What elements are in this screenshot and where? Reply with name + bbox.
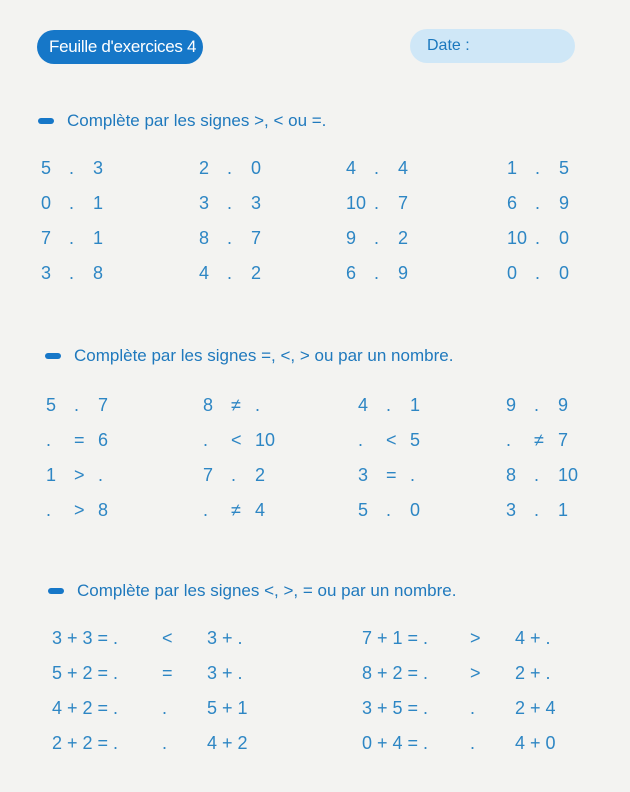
comparison-number: 5 (46, 395, 57, 415)
comparison-number: 0 (410, 500, 421, 520)
comparison-sign[interactable]: . (534, 465, 540, 485)
comparison-number: 9 (558, 395, 569, 415)
comparison-number: 4 (346, 158, 357, 178)
bullet-icon (38, 118, 54, 124)
comparison-item[interactable] (506, 500, 586, 526)
comparison-item[interactable] (346, 228, 426, 254)
comparison-sign[interactable]: . (374, 158, 380, 178)
comparison-number: 9 (398, 263, 409, 283)
comparison-sign[interactable]: . (227, 228, 233, 248)
comparison-number: 6 (507, 193, 518, 213)
section-2-title (45, 346, 453, 366)
section-1-instruction: Complète par les signes >, < ou =. (67, 111, 327, 130)
comparison-number: . (203, 430, 209, 450)
equation-right-side[interactable]: 4 + 2 (207, 733, 248, 753)
worksheet-title: Feuille d'exercices 4 (37, 30, 203, 64)
comparison-number: 9 (559, 193, 570, 213)
comparison-sign[interactable]: . (374, 263, 380, 283)
comparison-number: . (46, 500, 52, 520)
comparison-sign: = (386, 465, 397, 485)
comparison-sign[interactable]: . (69, 193, 75, 213)
comparison-number: 10 (507, 228, 528, 248)
comparison-sign[interactable]: > (470, 628, 481, 648)
comparison-number: 3 (199, 193, 210, 213)
equation-right-side[interactable]: 3 + . (207, 663, 243, 683)
comparison-item[interactable] (507, 228, 587, 254)
comparison-item[interactable] (41, 193, 121, 219)
comparison-number: . (358, 430, 364, 450)
comparison-number: . (255, 395, 261, 415)
comparison-sign[interactable]: . (535, 158, 541, 178)
comparison-number: 8 (98, 500, 109, 520)
comparison-item[interactable] (346, 193, 426, 219)
equation-left-side[interactable]: 7 + 1 = . (362, 628, 429, 648)
comparison-item[interactable] (358, 500, 438, 526)
date-field[interactable]: Date : (410, 29, 575, 63)
comparison-number: 4 (255, 500, 266, 520)
comparison-item[interactable] (358, 430, 438, 456)
comparison-number: 8 (203, 395, 214, 415)
comparison-item[interactable] (46, 500, 126, 526)
comparison-sign[interactable]: < (162, 628, 173, 648)
comparison-sign[interactable]: . (535, 263, 541, 283)
comparison-number: 10 (558, 465, 579, 485)
comparison-number: 5 (41, 158, 52, 178)
comparison-sign: > (74, 465, 85, 485)
comparison-number: 2 (199, 158, 210, 178)
comparison-item[interactable] (358, 395, 438, 421)
comparison-number: 9 (346, 228, 357, 248)
section-1-title (38, 111, 326, 131)
comparison-sign: ≠ (231, 395, 241, 415)
comparison-sign[interactable]: . (162, 698, 168, 718)
equation-right-side[interactable]: 3 + . (207, 628, 243, 648)
comparison-number: 1 (93, 193, 104, 213)
comparison-number: 2 (251, 263, 262, 283)
comparison-item[interactable] (507, 263, 587, 289)
comparison-item[interactable] (203, 430, 283, 456)
comparison-number: 5 (410, 430, 421, 450)
comparison-sign[interactable]: . (231, 465, 237, 485)
comparison-item[interactable] (199, 263, 279, 289)
comparison-sign[interactable]: . (534, 500, 540, 520)
comparison-sign[interactable]: . (470, 733, 476, 753)
comparison-number: 8 (93, 263, 104, 283)
comparison-number: 6 (346, 263, 357, 283)
section-3-instruction: Complète par les signes <, >, = ou par un nombre. (77, 581, 457, 600)
comparison-number: 4 (398, 158, 409, 178)
comparison-number: 10 (346, 193, 367, 213)
comparison-number: . (506, 430, 512, 450)
comparison-number: 8 (506, 465, 517, 485)
comparison-number: 1 (46, 465, 57, 485)
comparison-number: 4 (199, 263, 210, 283)
comparison-item[interactable] (506, 430, 586, 456)
comparison-item[interactable] (506, 465, 586, 491)
comparison-number: 0 (559, 263, 570, 283)
comparison-sign[interactable]: . (227, 193, 233, 213)
comparison-number: . (410, 465, 416, 485)
comparison-sign: < (386, 430, 397, 450)
comparison-sign[interactable]: . (69, 158, 75, 178)
comparison-number: 7 (558, 430, 569, 450)
comparison-number: 0 (41, 193, 52, 213)
comparison-item[interactable] (199, 193, 279, 219)
comparison-number: 4 (358, 395, 369, 415)
equation-left-side[interactable]: 8 + 2 = . (362, 663, 429, 683)
comparison-number: 8 (199, 228, 210, 248)
comparison-number: 7 (251, 228, 262, 248)
comparison-sign[interactable]: . (534, 395, 540, 415)
comparison-number: 3 (41, 263, 52, 283)
comparison-item[interactable] (41, 263, 121, 289)
comparison-sign[interactable]: . (374, 193, 380, 213)
comparison-item[interactable] (506, 395, 586, 421)
comparison-sign: = (74, 430, 85, 450)
comparison-number: 1 (507, 158, 518, 178)
comparison-number: . (46, 430, 52, 450)
comparison-sign[interactable]: . (386, 395, 392, 415)
comparison-item[interactable] (346, 263, 426, 289)
comparison-sign[interactable]: > (470, 663, 481, 683)
comparison-item[interactable] (41, 228, 121, 254)
comparison-item[interactable] (41, 158, 121, 184)
comparison-item[interactable] (46, 430, 126, 456)
bullet-icon (48, 588, 64, 594)
section-2-instruction: Complète par les signes =, <, > ou par un nombre. (74, 346, 454, 365)
equation-right-side[interactable]: 4 + 0 (515, 733, 556, 753)
comparison-sign[interactable]: . (69, 228, 75, 248)
comparison-number: 2 (255, 465, 266, 485)
comparison-number: 1 (410, 395, 421, 415)
equation-left-side[interactable]: 5 + 2 = . (52, 663, 119, 683)
bullet-icon (45, 353, 61, 359)
comparison-sign[interactable]: . (74, 395, 80, 415)
comparison-item[interactable] (507, 193, 587, 219)
comparison-sign: ≠ (231, 500, 241, 520)
comparison-number: 3 (506, 500, 517, 520)
equation-right-side[interactable]: 2 + 4 (515, 698, 556, 718)
comparison-number: 7 (41, 228, 52, 248)
equation-left-side[interactable]: 3 + 3 = . (52, 628, 119, 648)
comparison-item[interactable] (199, 158, 279, 184)
comparison-sign[interactable]: . (69, 263, 75, 283)
comparison-number: 7 (203, 465, 214, 485)
comparison-sign[interactable]: = (162, 663, 173, 683)
comparison-number: 0 (559, 228, 570, 248)
comparison-sign[interactable]: . (227, 158, 233, 178)
comparison-sign[interactable]: . (535, 193, 541, 213)
section-3-title (48, 581, 456, 601)
comparison-sign[interactable]: . (227, 263, 233, 283)
comparison-number: 7 (398, 193, 409, 213)
equation-right-side[interactable]: 2 + . (515, 663, 551, 683)
comparison-item[interactable] (346, 158, 426, 184)
comparison-number: 1 (93, 228, 104, 248)
equation-left-side[interactable]: 3 + 5 = . (362, 698, 429, 718)
comparison-number: 5 (559, 158, 570, 178)
comparison-item[interactable] (203, 465, 283, 491)
comparison-number: 6 (98, 430, 109, 450)
comparison-number: 0 (507, 263, 518, 283)
equation-right-side[interactable]: 5 + 1 (207, 698, 248, 718)
comparison-item[interactable] (203, 500, 283, 526)
comparison-number: 3 (358, 465, 369, 485)
comparison-number: 5 (358, 500, 369, 520)
comparison-item[interactable] (203, 395, 283, 421)
equation-left-side[interactable]: 4 + 2 = . (52, 698, 119, 718)
comparison-sign[interactable]: . (535, 228, 541, 248)
comparison-number: 7 (98, 395, 109, 415)
comparison-number: 2 (398, 228, 409, 248)
equation-right-side[interactable]: 4 + . (515, 628, 551, 648)
comparison-sign[interactable]: . (374, 228, 380, 248)
equation-left-side[interactable]: 2 + 2 = . (52, 733, 119, 753)
comparison-number: 1 (558, 500, 569, 520)
comparison-item[interactable] (358, 465, 438, 491)
comparison-number: 10 (255, 430, 276, 450)
comparison-sign[interactable]: . (386, 500, 392, 520)
comparison-item[interactable] (46, 465, 126, 491)
comparison-number: . (203, 500, 209, 520)
comparison-sign[interactable]: . (470, 698, 476, 718)
comparison-sign: ≠ (534, 430, 544, 450)
comparison-sign: > (74, 500, 85, 520)
comparison-item[interactable] (507, 158, 587, 184)
equation-left-side[interactable]: 0 + 4 = . (362, 733, 429, 753)
comparison-number: 3 (93, 158, 104, 178)
comparison-item[interactable] (199, 228, 279, 254)
comparison-item[interactable] (46, 395, 126, 421)
comparison-number: 0 (251, 158, 262, 178)
comparison-sign[interactable]: . (162, 733, 168, 753)
comparison-number: 3 (251, 193, 262, 213)
comparison-number: . (98, 465, 104, 485)
comparison-sign: < (231, 430, 242, 450)
comparison-number: 9 (506, 395, 517, 415)
